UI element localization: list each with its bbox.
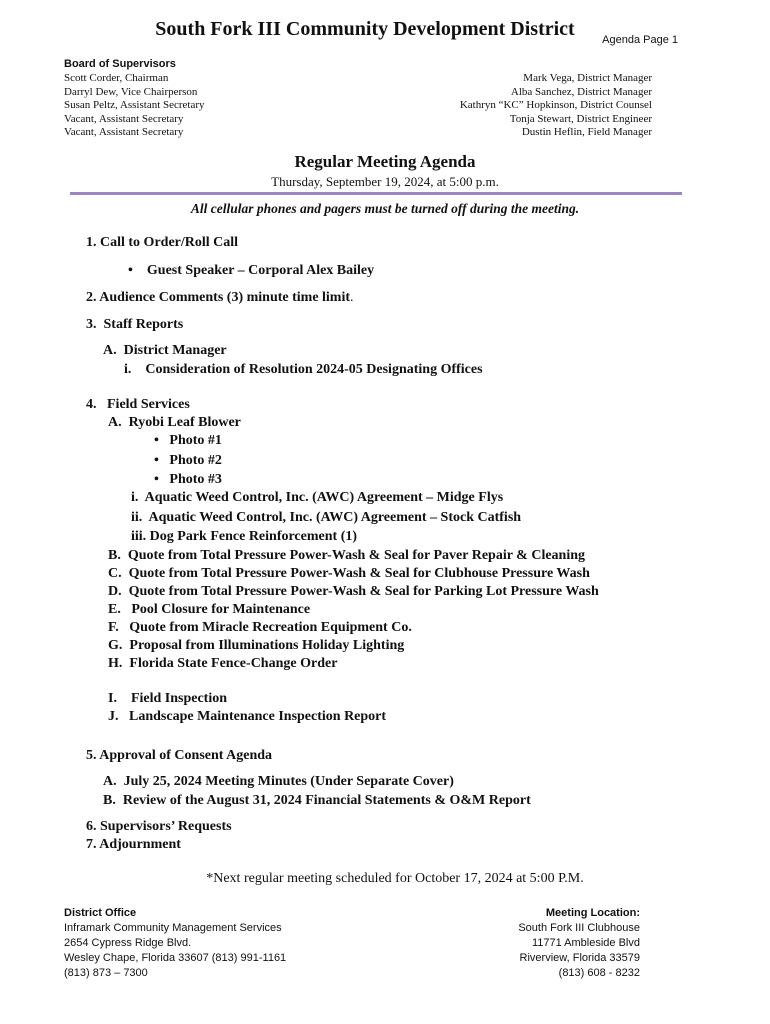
office-line: Inframark Community Management Services — [64, 922, 282, 934]
agenda-item-2: 2. Audience Comments (3) minute time limit. — [86, 290, 354, 305]
agenda-item-7: 7. Adjournment — [86, 837, 181, 852]
agenda-item-4c: C. Quote from Total Pressure Power-Wash & Seal for Clubhouse Pressure Wash — [108, 566, 590, 581]
agenda-item-4f: F. Quote from Miracle Recreation Equipment Co. — [108, 620, 412, 635]
office-heading: District Office — [64, 907, 137, 919]
agenda-item-4e: E. Pool Closure for Maintenance — [108, 602, 311, 617]
photo-bullet: • Photo #2 — [154, 453, 222, 468]
agenda-item-4a: A. Ryobi Leaf Blower — [108, 415, 241, 430]
divider — [70, 192, 682, 195]
staff-member: Alba Sanchez, District Manager — [510, 85, 652, 98]
agenda-item-4h: H. Florida State Fence-Change Order — [108, 656, 338, 671]
board-member: Vacant, Assistant Secretary — [64, 126, 184, 138]
page-label: Agenda Page 1 — [602, 34, 678, 46]
agenda-item-1: 1. Call to Order/Roll Call — [86, 235, 239, 250]
agenda-item-4a-i: i. Aquatic Weed Control, Inc. (AWC) Agreement – Midge Flys — [131, 490, 504, 505]
location-line: Riverview, Florida 33579 — [519, 952, 640, 964]
office-line: Wesley Chape, Florida 33607 (813) 991-1161 — [64, 952, 287, 964]
agenda-item-4j: J. Landscape Maintenance Inspection Report — [108, 709, 387, 724]
office-line: (813) 873 – 7300 — [64, 967, 148, 979]
district-office-block — [64, 906, 286, 981]
meeting-date: Thursday, September 19, 2024, at 5:00 p.m. — [271, 174, 499, 189]
staff-right-list — [460, 72, 652, 140]
photo-bullet: • Photo #3 — [154, 472, 222, 487]
next-meeting-note: *Next regular meeting scheduled for October 17, 2024 at 5:00 P.M. — [206, 871, 584, 886]
location-line: (813) 608 - 8232 — [558, 967, 640, 979]
agenda-item-4g: G. Proposal from Illuminations Holiday Lighting — [108, 638, 405, 653]
agenda-item-3: 3. Staff Reports — [86, 317, 184, 332]
board-heading: Board of Supervisors — [64, 58, 176, 70]
photo-bullet: • Photo #1 — [154, 433, 222, 448]
board-member: Scott Corder, Chairman — [64, 72, 169, 84]
office-line: 2654 Cypress Ridge Blvd. — [64, 937, 192, 949]
staff-member: Dustin Heflin, Field Manager — [521, 126, 652, 138]
agenda-item-5b: B. Review of the August 31, 2024 Financial Statements & O&M Report — [103, 793, 531, 808]
staff-member: Tonja Stewart, District Engineer — [509, 112, 652, 125]
board-member: Darryl Dew, Vice Chairperson — [64, 85, 198, 98]
phone-notice: All cellular phones and pagers must be turned off during the meeting. — [190, 201, 580, 216]
agenda-item-4a-ii: ii. Aquatic Weed Control, Inc. (AWC) Agreement – Stock Catfish — [131, 510, 522, 525]
location-line: 11771 Ambleside Blvd — [531, 937, 640, 949]
meeting-location-block — [518, 906, 640, 981]
agenda-item-4i: I. Field Inspection — [108, 691, 228, 706]
location-line: South Fork III Clubhouse — [518, 922, 640, 934]
agenda-item-4a-iii: iii. Dog Park Fence Reinforcement (1) — [131, 529, 358, 544]
agenda-item-3a-i: i. Consideration of Resolution 2024-05 Designating Offices — [124, 362, 483, 377]
agenda-item-5: 5. Approval of Consent Agenda — [86, 748, 273, 763]
agenda-item-4: 4. Field Services — [86, 397, 190, 412]
document-title: South Fork III Community Development District — [155, 18, 575, 40]
agenda-item-5a: A. July 25, 2024 Meeting Minutes (Under Separate Cover) — [103, 774, 454, 789]
agenda-item-4b: B. Quote from Total Pressure Power-Wash & Seal for Paver Repair & Cleaning — [108, 548, 586, 563]
agenda-title: Regular Meeting Agenda — [294, 152, 476, 171]
agenda-item-6: 6. Supervisors’ Requests — [86, 819, 232, 834]
board-member: Susan Peltz, Assistant Secretary — [64, 99, 205, 111]
agenda-item-4d: D. Quote from Total Pressure Power-Wash & Seal for Parking Lot Pressure Wash — [108, 584, 599, 599]
staff-member: Kathryn “KC” Hopkinson, District Counsel — [459, 99, 652, 111]
agenda-bullet: • Guest Speaker – Corporal Alex Bailey — [128, 263, 375, 278]
location-heading: Meeting Location: — [545, 907, 640, 919]
board-member: Vacant, Assistant Secretary — [64, 112, 184, 125]
agenda-item-3a: A. District Manager — [103, 343, 227, 358]
staff-member: Mark Vega, District Manager — [523, 72, 652, 84]
board-left-list — [64, 72, 205, 140]
